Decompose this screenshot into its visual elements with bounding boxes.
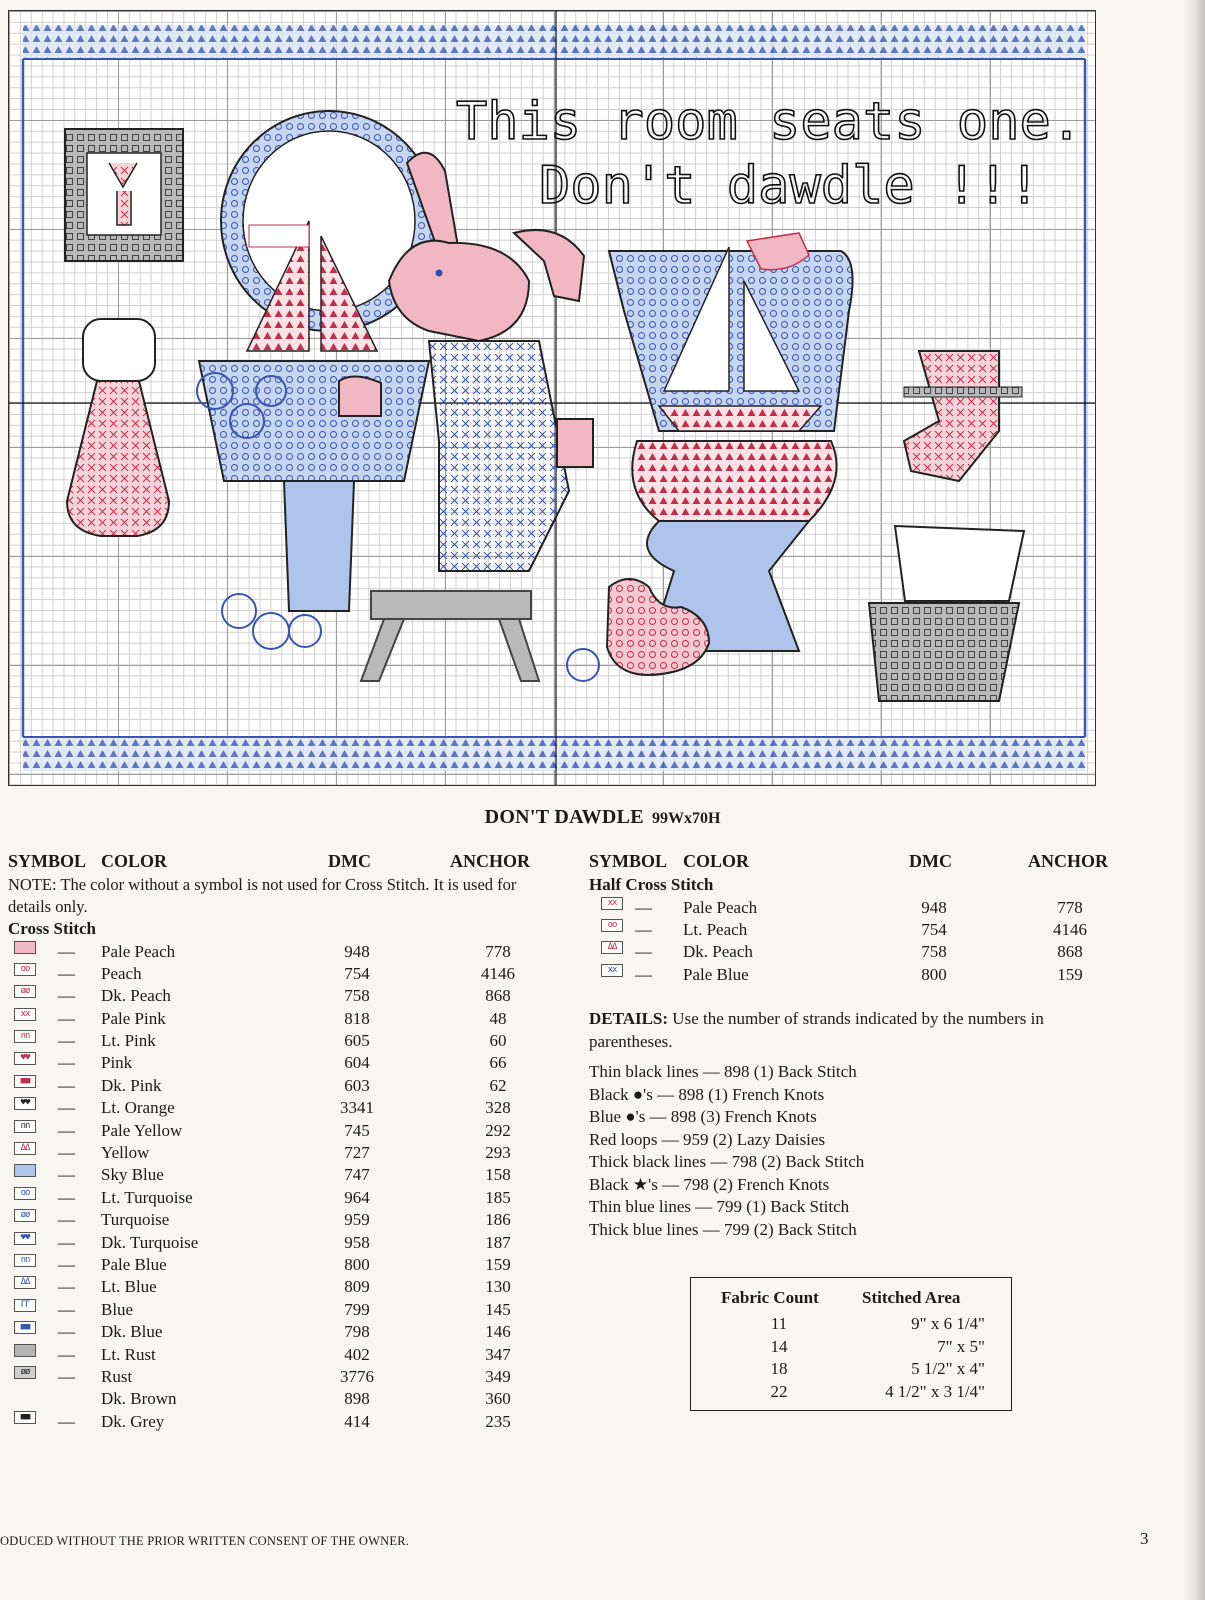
dmc-number: 948 [344,941,370,961]
details-lines [589,1061,1109,1241]
half-cross-stitch-rows [589,897,1119,987]
stitch-symbol-icon: ■■ [14,1411,36,1424]
key-row [8,1299,538,1321]
chart-caption [0,806,1205,829]
dmc-number: 603 [344,1075,370,1095]
dash-separator: — [58,1411,75,1431]
anchor-number: 293 [485,1143,511,1163]
key-row [8,1276,538,1298]
stitch-symbol-icon: oo [14,1187,36,1200]
color-name: Dk. Grey [101,1411,165,1431]
detail-line: Thick blue lines — 799 (2) Back Stitch [589,1219,857,1239]
details-intro [589,1008,1109,1053]
detail-line: Thick black lines — 798 (2) Back Stitch [589,1152,865,1171]
details-label: DETAILS: [589,1009,669,1028]
page-edge-shadow [1183,0,1205,1600]
dash-separator: — [58,1165,75,1185]
anchor-number: 868 [485,986,511,1006]
dmc-number: 818 [344,1008,370,1028]
stitch-symbol-icon: nn [14,1254,36,1267]
right-color-key [589,850,1119,986]
color-name: Pale Blue [101,1254,167,1274]
stitch-symbol-icon: oo [601,919,623,932]
anchor-number: 360 [485,1389,511,1409]
color-name: Lt. Rust [101,1344,156,1364]
towel [67,319,169,536]
anchor-number: 292 [485,1120,511,1140]
anchor-number: 187 [485,1232,511,1252]
dash-separator: — [58,1053,75,1073]
stitch-symbol-icon: xx [601,897,623,910]
dash-separator: — [58,1299,75,1319]
stitched-area-value: 9" x 6 1/4" [911,1314,985,1333]
dmc-number: 604 [344,1053,370,1073]
cross-stitch-rows [8,941,538,1434]
anchor-number: 145 [485,1299,511,1319]
anchor-number: 186 [485,1210,511,1230]
dmc-number: 809 [344,1277,370,1297]
dash-separator: — [58,941,75,961]
color-name: Pale Peach [101,941,176,961]
stitch-symbol-icon: nn [14,1120,36,1133]
page-number: 3 [1140,1529,1149,1548]
symbol-header: SYMBOL [8,851,87,871]
dash-separator: — [58,1187,75,1207]
color-name: Pink [101,1053,133,1073]
dmc-number: 3776 [340,1366,374,1386]
color-name: Dk. Blue [101,1322,163,1342]
anchor-number: 48 [489,1008,507,1028]
key-row [8,1030,538,1052]
stitch-symbol-icon: ♥♥ [14,1052,36,1065]
anchor-number: 130 [485,1277,511,1297]
key-row [8,1097,538,1119]
key-row [8,963,538,985]
color-name: Blue [101,1299,134,1319]
key-row [8,1052,538,1074]
stitch-symbol-icon: ΓΓ [14,1299,36,1312]
copyright-footer: ODUCED WITHOUT THE PRIOR WRITTEN CONSENT OF THE OWNER. [0,1534,410,1548]
anchor-number: 349 [485,1366,511,1386]
symbol-header: SYMBOL [589,851,668,871]
color-name: Lt. Turquoise [101,1187,193,1207]
half-cross-stitch-section-title: Half Cross Stitch [589,875,714,894]
color-name: Pale Blue [683,964,749,984]
stitch-symbol-icon: øø [14,1209,36,1222]
dmc-number: 3341 [340,1098,374,1118]
details-section [589,1008,1109,1241]
color-name: Dk. Pink [101,1075,162,1095]
left-color-key [8,850,538,1433]
fabric-count-value: 18 [770,1359,788,1378]
anchor-number: 868 [1057,942,1083,962]
stitch-symbol-icon: ■■ [14,1321,36,1334]
detail-line: Black ★'s — 798 (2) French Knots [589,1174,830,1194]
dmc-number: 414 [344,1411,370,1431]
anchor-number: 146 [485,1322,511,1342]
dash-separator: — [635,942,652,962]
dmc-number: 798 [344,1322,370,1342]
stitch-symbol-icon: ΔΔ [14,1142,36,1155]
dmc-number: 898 [344,1389,370,1409]
key-row [8,985,538,1007]
key-row [8,1388,538,1410]
key-row [8,1232,538,1254]
dash-separator: — [58,963,75,983]
color-name: Yellow [101,1143,150,1163]
framed-picture [65,129,183,261]
key-row [589,919,1119,941]
chart-title: DON'T DAWDLE [484,806,644,828]
key-row [8,1209,538,1231]
dmc-number: 958 [344,1232,370,1252]
stitch-symbol-icon: øø [14,1366,36,1379]
detail-line: Thin black lines — 898 (1) Back Stitch [589,1062,857,1081]
dash-separator: — [58,1322,75,1342]
key-row [8,1075,538,1097]
color-name: Pale Yellow [101,1120,183,1140]
anchor-number: 4146 [1053,919,1087,939]
color-name: Sky Blue [101,1165,164,1185]
dmc-number: 799 [344,1299,370,1319]
dmc-number: 758 [344,986,370,1006]
stitch-symbol-icon: nn [14,1030,36,1043]
color-name: Peach [101,963,142,983]
dmc-number: 758 [921,942,947,962]
color-name: Dk. Peach [101,986,171,1006]
dash-separator: — [635,919,652,939]
anchor-number: 66 [489,1053,507,1073]
dash-separator: — [58,1098,75,1118]
detail-line: Blue ●'s — 898 (3) French Knots [589,1107,817,1126]
anchor-number: 4146 [481,963,515,983]
stitch-symbol-icon [14,1344,36,1357]
key-row [589,897,1119,919]
anchor-number: 158 [485,1165,511,1185]
dash-separator: — [58,1031,75,1051]
chart-size: 99Wx70H [651,810,721,827]
fabric-count-table [690,1277,1012,1411]
wastebasket [869,526,1024,701]
stitch-symbol-icon: ♥♥ [14,1097,36,1110]
stitched-area-value: 4 1/2" x 3 1/4" [885,1381,985,1401]
dmc-number: 745 [344,1120,370,1140]
dash-separator: — [635,897,652,917]
chart-text-line2: Don't dawdle !!! [539,156,1040,216]
key-row [8,1187,538,1209]
sock [904,351,1022,481]
stitched-area-value: 7" x 5" [937,1336,985,1356]
anchor-number: 778 [1057,897,1083,917]
color-name: Lt. Blue [101,1277,157,1297]
right-key-header [589,850,1119,874]
stitch-symbol-icon [14,941,36,954]
dash-separator: — [58,1210,75,1230]
dmc-number: 959 [344,1210,370,1230]
chart-text-line1: This room seats one. [456,92,1083,152]
fabric-count-header: Fabric Count [721,1288,819,1307]
dmc-number: 800 [344,1254,370,1274]
key-row [8,1142,538,1164]
dmc-header: DMC [909,851,952,871]
anchor-number: 159 [485,1254,511,1274]
key-row [8,1366,538,1388]
anchor-number: 185 [485,1187,511,1207]
dash-separator: — [58,1120,75,1140]
dash-separator: — [58,1232,75,1252]
stitch-symbol-icon: oo [14,963,36,976]
stitch-symbol-icon: ■■ [14,1075,36,1088]
color-name: Pale Pink [101,1008,166,1028]
key-note: NOTE: The color without a symbol is not used for Cross Stitch. It is used for details only. [8,875,517,916]
key-row [8,1411,538,1433]
dash-separator: — [58,1008,75,1028]
color-name: Pale Peach [683,897,758,917]
anchor-number: 328 [485,1098,511,1118]
anchor-number: 347 [485,1344,511,1364]
key-row [8,1254,538,1276]
color-header: COLOR [101,851,168,871]
color-name: Lt. Orange [101,1098,175,1118]
key-row [8,1008,538,1030]
fabric-count-value: 22 [770,1381,788,1401]
dmc-number: 948 [921,897,947,917]
detail-line: Thin blue lines — 799 (1) Back Stitch [589,1197,850,1216]
key-row [589,941,1119,963]
dmc-number: 964 [344,1187,370,1207]
stitched-area-header: Stitched Area [862,1288,961,1307]
detail-line: Black ●'s — 898 (1) French Knots [589,1084,825,1104]
stitch-symbol-icon: xx [14,1008,36,1021]
stitch-symbol-icon [14,1164,36,1177]
color-name: Dk. Turquoise [101,1232,199,1252]
color-name: Dk. Brown [101,1389,177,1409]
color-name: Rust [101,1366,133,1386]
cross-stitch-section-title: Cross Stitch [8,919,96,938]
fabric-count-value: 14 [770,1336,788,1356]
stitch-symbol-icon: ΔΔ [14,1276,36,1289]
dmc-header: DMC [328,851,371,871]
color-name: Lt. Peach [683,919,748,939]
dmc-number: 605 [344,1031,370,1051]
dash-separator: — [58,1366,75,1386]
dash-separator: — [58,986,75,1006]
dash-separator: — [58,1277,75,1297]
left-key-header [8,850,538,874]
stitch-symbol-icon: ΔΔ [601,941,623,954]
fabric-count-value: 11 [770,1314,788,1333]
stitched-area-value: 5 1/2" x 4" [911,1359,985,1378]
anchor-number: 60 [489,1031,507,1051]
cross-stitch-chart [8,10,1096,786]
key-row [8,941,538,963]
key-row [589,964,1119,986]
stitch-symbol-icon: xx [601,964,623,977]
anchor-number: 778 [485,941,511,961]
color-header: COLOR [683,851,750,871]
stitch-symbol-icon: ♥♥ [14,1232,36,1245]
dmc-number: 727 [344,1143,370,1163]
key-row [8,1344,538,1366]
dmc-number: 800 [921,964,947,984]
anchor-number: 235 [485,1411,511,1431]
anchor-header: ANCHOR [1028,851,1108,871]
key-row [8,1321,538,1343]
dash-separator: — [58,1143,75,1163]
stitch-symbol-icon: øø [14,985,36,998]
chart-illustration [9,11,1096,786]
dash-separator: — [58,1254,75,1274]
dash-separator: — [635,964,652,984]
anchor-number: 62 [489,1075,507,1095]
key-row [8,1120,538,1142]
dmc-number: 402 [344,1344,370,1364]
dmc-number: 754 [921,919,947,939]
dash-separator: — [58,1075,75,1095]
dmc-number: 747 [344,1165,370,1185]
detail-line: Red loops — 959 (2) Lazy Daisies [589,1129,826,1149]
color-name: Lt. Pink [101,1031,156,1051]
details-intro-text: Use the number of strands indicated by the numbers in parentheses. [589,1009,1044,1051]
dmc-number: 754 [344,963,370,983]
stool [361,591,539,681]
anchor-header: ANCHOR [450,851,530,871]
color-name: Dk. Peach [683,942,753,962]
key-row [8,1164,538,1186]
dash-separator: — [58,1344,75,1364]
color-name: Turquoise [101,1210,170,1230]
anchor-number: 159 [1057,964,1083,984]
